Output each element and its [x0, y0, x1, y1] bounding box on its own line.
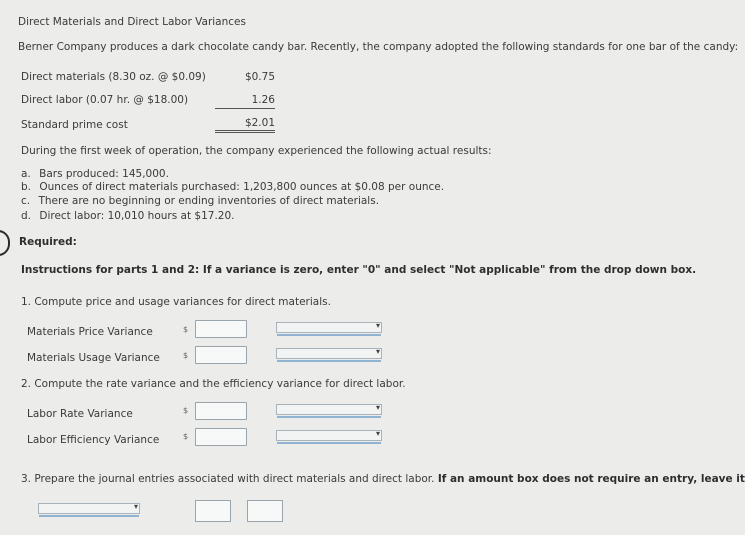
standard-materials-value: $0.75 — [244, 71, 275, 83]
actual-result-a — [21, 168, 169, 180]
standard-labor-value: 1.26 — [215, 94, 275, 109]
chevron-down-icon: ▾ — [375, 347, 380, 356]
question-1: 1. Compute price and usage variances for direct materials. — [21, 296, 331, 308]
chevron-down-icon: ▾ — [375, 403, 380, 412]
list-text: Ounces of direct materials purchased: 1,203,800 ounces at $0.08 per ounce. — [39, 181, 445, 193]
list-text: Bars produced: 145,000. — [39, 168, 169, 180]
materials-usage-dropdown[interactable] — [276, 348, 382, 359]
chevron-down-icon: ▾ — [375, 321, 380, 330]
materials-price-label: Materials Price Variance — [27, 326, 153, 338]
labor-rate-amount-input[interactable] — [195, 402, 247, 420]
labor-rate-label: Labor Rate Variance — [27, 408, 133, 420]
journal-debit-input[interactable] — [195, 500, 231, 522]
materials-price-amount-input[interactable] — [195, 320, 247, 338]
section-bracket-icon — [0, 230, 10, 256]
materials-usage-label: Materials Usage Variance — [27, 352, 160, 364]
chevron-down-icon: ▾ — [375, 429, 380, 438]
question-3-instruction: If an amount box does not require an entry, leave it — [437, 473, 745, 485]
standard-labor-label: Direct labor (0.07 hr. @ $18.00) — [21, 94, 189, 106]
question-3-text: 3. Prepare the journal entries associated with direct materials and direct labor. — [21, 473, 435, 485]
problem-intro: Berner Company produces a dark chocolate candy bar. Recently, the company adopted the following standards for one bar of the candy: — [18, 41, 739, 53]
list-marker: b. — [21, 181, 32, 193]
actual-result-d — [21, 210, 235, 222]
currency-symbol: $ — [183, 325, 189, 334]
list-text: There are no beginning or ending inventories of direct materials. — [38, 195, 380, 207]
labor-rate-dropdown[interactable] — [276, 404, 382, 415]
question-2: 2. Compute the rate variance and the efficiency variance for direct labor. — [21, 378, 406, 390]
materials-price-dropdown[interactable] — [276, 322, 382, 333]
labor-efficiency-amount-input[interactable] — [195, 428, 247, 446]
journal-account-dropdown[interactable] — [38, 503, 140, 514]
actual-intro: During the first week of operation, the company experienced the following actual results: — [21, 145, 492, 157]
standard-prime-value: $2.01 — [215, 117, 275, 133]
currency-symbol: $ — [183, 351, 189, 360]
currency-symbol: $ — [183, 432, 189, 441]
actual-result-b — [21, 181, 444, 193]
chevron-down-icon: ▾ — [133, 502, 138, 511]
page-title: Direct Materials and Direct Labor Variances — [18, 16, 246, 28]
question-3 — [21, 473, 745, 485]
standard-materials-label: Direct materials (8.30 oz. @ $0.09) — [21, 71, 206, 83]
standard-prime-label: Standard prime cost — [21, 119, 128, 131]
list-text: Direct labor: 10,010 hours at $17.20. — [39, 210, 235, 222]
labor-efficiency-label: Labor Efficiency Variance — [27, 434, 160, 446]
instructions: Instructions for parts 1 and 2: If a variance is zero, enter "0" and select "Not applicable" from the drop down box. — [21, 264, 697, 276]
currency-symbol: $ — [183, 406, 189, 415]
list-marker: c. — [21, 195, 31, 207]
list-marker: a. — [21, 168, 31, 180]
list-marker: d. — [21, 210, 32, 222]
required-heading: Required: — [19, 236, 77, 248]
actual-result-c — [21, 195, 379, 207]
journal-credit-input[interactable] — [247, 500, 283, 522]
materials-usage-amount-input[interactable] — [195, 346, 247, 364]
labor-efficiency-dropdown[interactable] — [276, 430, 382, 441]
